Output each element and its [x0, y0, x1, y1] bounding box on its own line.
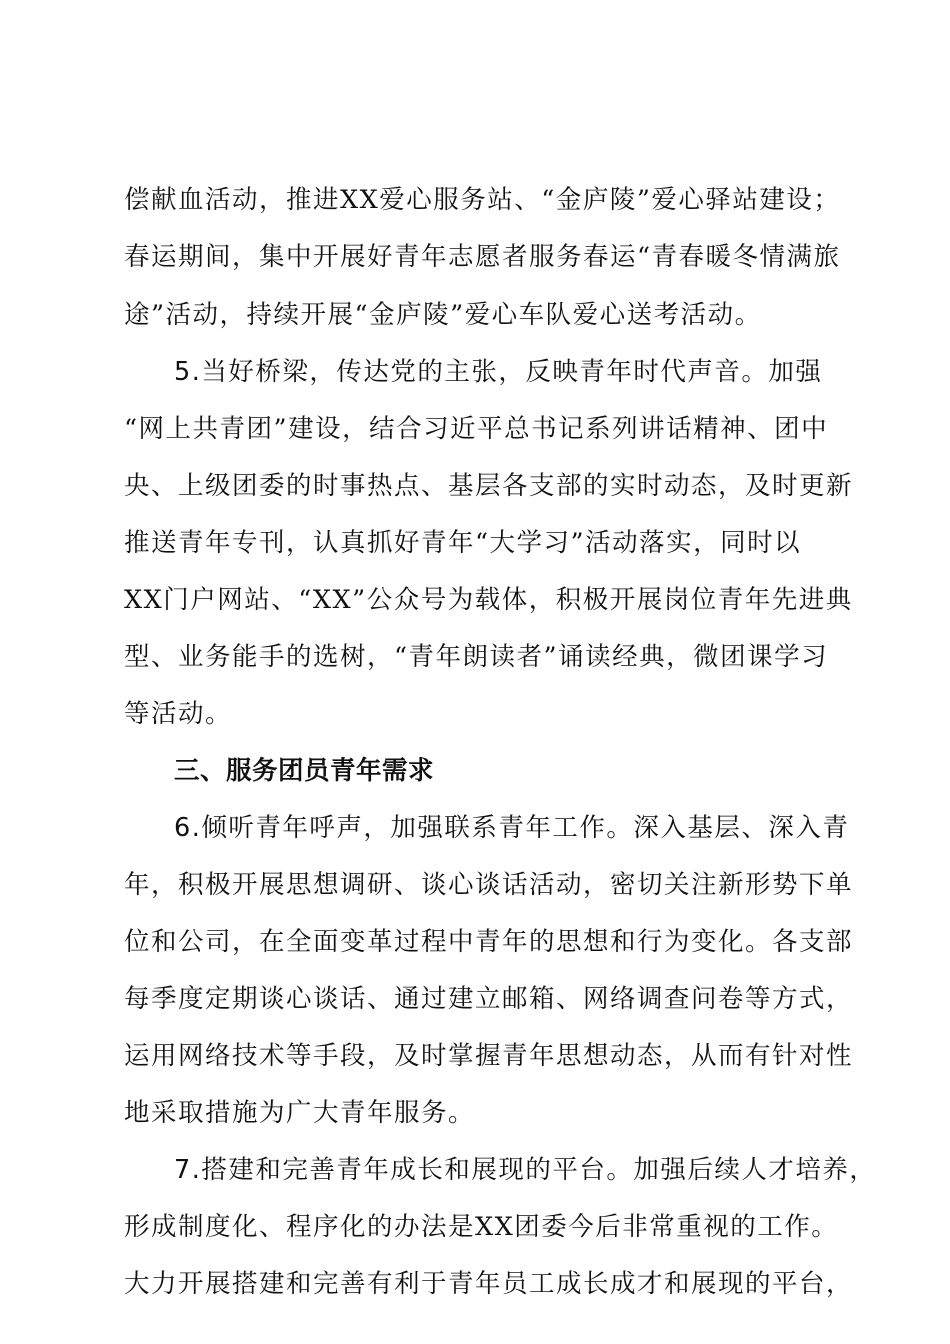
- text-line: XX门户网站、“XX”公众号为载体，积极开展岗位青年先进典: [124, 585, 853, 615]
- text-line: 等活动。: [124, 699, 233, 729]
- item-5-lead-line: 5.当好桥梁，传达党的主张，反映青年时代声音。加强: [174, 357, 823, 387]
- text-line: 运用网络技术等手段，及时掌握青年思想动态，从而有针对性: [124, 1041, 854, 1071]
- text-line: 形成制度化、程序化的办法是XX团委今后非常重视的工作。: [124, 1212, 839, 1242]
- text-line: 年，积极开展思想调研、谈心谈话活动，密切关注新形势下单: [124, 870, 854, 900]
- item-6-lead-line: 6.倾听青年呼声，加强联系青年工作。深入基层、深入青: [174, 813, 850, 843]
- text-line: 大力开展搭建和完善有利于青年员工成长成才和展现的平台，: [124, 1269, 854, 1299]
- item-7-lead-line: 7.搭建和完善青年成长和展现的平台。加强后续人才培养，: [174, 1155, 877, 1185]
- text-line: 央、上级团委的时事热点、基层各支部的实时动态，及时更新: [124, 471, 854, 501]
- text-line: 每季度定期谈心谈话、通过建立邮箱、网络调查问卷等方式，: [124, 984, 854, 1014]
- text-line: 位和公司，在全面变革过程中青年的思想和行为变化。各支部: [124, 927, 854, 957]
- text-line: 春运期间，集中开展好青年志愿者服务春运“青春暖冬情满旅: [124, 242, 841, 272]
- text-line: 地采取措施为广大青年服务。: [124, 1098, 476, 1128]
- text-line: 偿献血活动，推进XX爱心服务站、“金庐陵”爱心驿站建设；: [124, 185, 841, 215]
- text-line: 型、业务能手的选树，“青年朗读者”诵读经典，微团课学习: [124, 642, 829, 672]
- section-heading: 三、服务团员青年需求: [174, 756, 435, 786]
- text-line: “网上共青团”建设，结合习近平总书记系列讲话精神、团中: [124, 414, 829, 444]
- text-line: 途”活动，持续开展“金庐陵”爱心车队爱心送考活动。: [124, 300, 762, 330]
- text-line: 推送青年专刊，认真抓好青年“大学习”活动落实，同时以: [124, 528, 802, 558]
